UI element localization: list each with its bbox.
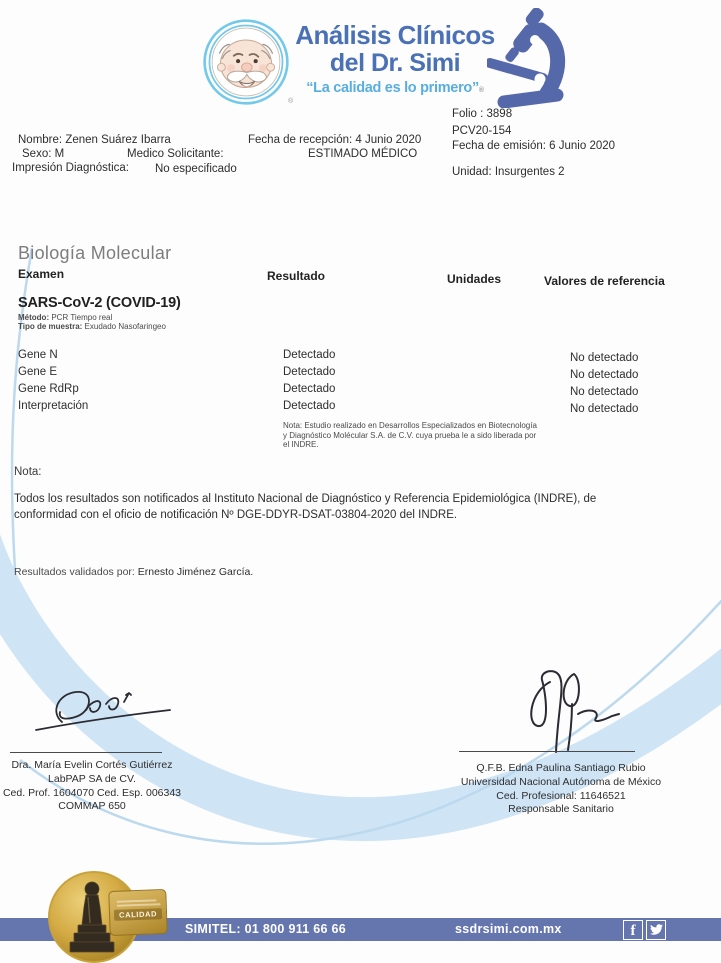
patient-name: Nombre: Zenen Suárez Ibarra bbox=[18, 134, 171, 146]
signer-commap: COMMAP 650 bbox=[58, 800, 126, 813]
row-resultado: Detectado bbox=[283, 349, 336, 361]
tipo-muestra: Tipo de muestra: Exudado Nasofaringeo bbox=[18, 322, 166, 331]
row-referencia: No detectado bbox=[570, 386, 639, 398]
signature-right-block bbox=[440, 762, 682, 817]
table-row bbox=[18, 366, 708, 381]
signer-org: LabPAP SA de CV. bbox=[48, 772, 136, 785]
signer-cedula: Ced. Profesional: 11646521 bbox=[496, 789, 626, 802]
signer-name: Dra. María Evelin Cortés Gutiérrez bbox=[11, 759, 173, 771]
metodo: Método: PCR Tiempo real bbox=[18, 313, 113, 322]
facebook-icon: f bbox=[623, 920, 643, 940]
validated-by: Resultados validados por: Ernesto Jiménez García. bbox=[14, 566, 254, 578]
column-header-unidades: Unidades bbox=[447, 272, 502, 286]
website-url: ssdrsimi.com.mx bbox=[455, 922, 562, 936]
signature-left-block bbox=[0, 759, 184, 814]
brand-tagline: “La calidad es lo primero”® bbox=[306, 80, 484, 96]
estimado-medico: ESTIMADO MÉDICO bbox=[308, 148, 418, 160]
inline-note: Nota: Estudio realizado en Desarrollos Especializados en Biotecnología y Diagnóstico Molécular S.A. de C.V. cuya prueba le a sido liberada por el INDRE. bbox=[283, 421, 537, 449]
row-examen: Gene E bbox=[18, 366, 57, 378]
twitter-icon bbox=[646, 920, 666, 940]
row-referencia: No detectado bbox=[570, 369, 639, 381]
brand-title bbox=[288, 22, 502, 96]
row-examen: Gene N bbox=[18, 349, 58, 361]
row-examen: Gene RdRp bbox=[18, 383, 79, 395]
signature-left-ink bbox=[28, 682, 178, 752]
table-row bbox=[18, 383, 708, 398]
row-resultado: Detectado bbox=[283, 400, 336, 412]
dr-simi-face-icon bbox=[202, 18, 290, 106]
impresion-diagnostica-value: No especificado bbox=[155, 163, 237, 175]
tagline-registered-mark: ® bbox=[478, 87, 484, 94]
simitel-phone: SIMITEL: 01 800 911 66 66 bbox=[185, 922, 347, 936]
pcv-code: PCV20-154 bbox=[452, 125, 512, 137]
dr-simi-logo bbox=[202, 18, 290, 106]
calidad-badge-text: CALIDAD bbox=[114, 908, 162, 921]
fecha-emision: Fecha de emisión: 6 Junio 2020 bbox=[452, 140, 616, 152]
impresion-diagnostica-label: Impresión Diagnóstica: bbox=[12, 162, 129, 174]
column-header-examen: Examen bbox=[18, 267, 65, 281]
nota-label: Nota: bbox=[14, 466, 42, 478]
column-header-referencia: Valores de referencia bbox=[544, 274, 665, 288]
brand-title-line2: del Dr. Simi bbox=[329, 49, 461, 77]
calidad-plaque bbox=[108, 889, 168, 936]
column-header-resultado: Resultado bbox=[267, 269, 326, 283]
fecha-recepcion: Fecha de recepción: 4 Junio 2020 bbox=[248, 134, 422, 146]
signature-right-ink bbox=[512, 664, 627, 761]
patient-sex: Sexo: M bbox=[22, 148, 65, 160]
signature-right-rule bbox=[459, 751, 635, 752]
table-row bbox=[18, 400, 708, 415]
unidad: Unidad: Insurgentes 2 bbox=[452, 166, 565, 178]
signer-role: Responsable Sanitario bbox=[508, 803, 614, 816]
nota-body: Todos los resultados son notificados al Instituto Nacional de Diagnóstico y Referencia Epidemiológica (INDRE), de conformidad con el oficio de notificación Nº DGE-DDYR-DSAT-03804-2020 del INDRE. bbox=[14, 493, 597, 521]
folio: Folio : 3898 bbox=[452, 108, 513, 120]
row-referencia: No detectado bbox=[570, 403, 639, 415]
microscope-icon bbox=[487, 8, 569, 108]
signer-name: Q.F.B. Edna Paulina Santiago Rubio bbox=[476, 762, 646, 774]
section-title: Biología Molecular bbox=[18, 243, 172, 263]
plaque-stripe bbox=[117, 899, 157, 902]
brand-title-line1: Análisis Clínicos bbox=[295, 20, 495, 50]
signature-left-rule bbox=[10, 752, 162, 753]
row-resultado: Detectado bbox=[283, 366, 336, 378]
logo-registered-mark: ® bbox=[288, 98, 294, 105]
plaque-stripe bbox=[117, 903, 161, 907]
row-resultado: Detectado bbox=[283, 383, 336, 395]
test-name: SARS-CoV-2 (COVID-19) bbox=[18, 295, 181, 311]
table-row bbox=[18, 349, 708, 364]
signer-cedulas: Ced. Prof. 1604070 Ced. Esp. 006343 bbox=[2, 786, 182, 799]
row-examen: Interpretación bbox=[18, 400, 89, 412]
signer-university: Universidad Nacional Autónoma de México bbox=[460, 775, 662, 788]
medico-solicitante-label: Medico Solicitante: bbox=[127, 148, 224, 160]
row-referencia: No detectado bbox=[570, 352, 639, 364]
